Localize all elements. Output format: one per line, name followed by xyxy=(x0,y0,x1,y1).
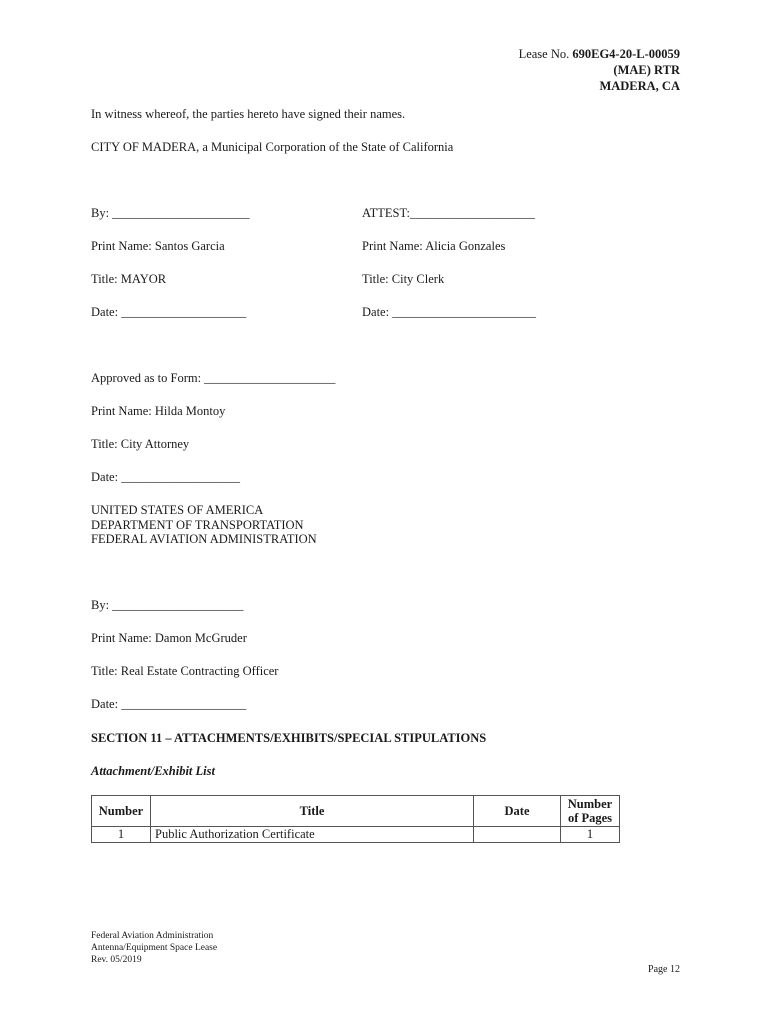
document-footer xyxy=(91,930,217,966)
column-header-pages-line2: of Pages xyxy=(567,811,613,825)
approved-as-to-form-line: Approved as to Form: _____________________ xyxy=(91,371,336,385)
table-row xyxy=(92,827,620,843)
row-pages-cell: 1 xyxy=(561,827,620,843)
attest-date-line: Date: _______________________ xyxy=(362,305,536,319)
lease-code: (MAE) RTR xyxy=(613,63,680,77)
footer-line1: Federal Aviation Administration xyxy=(91,931,214,941)
column-header-title: Title xyxy=(151,796,474,827)
lease-number: 690EG4-20-L-00059 xyxy=(572,47,680,61)
column-header-date: Date xyxy=(474,796,561,827)
attest-signature-line: ATTEST:____________________ xyxy=(362,206,535,220)
federal-by-signature-line: By: _____________________ xyxy=(91,598,244,612)
lease-header xyxy=(519,46,680,94)
approver-date-line: Date: ___________________ xyxy=(91,470,240,484)
federal-date-line: Date: ____________________ xyxy=(91,697,247,711)
witness-statement: In witness whereof, the parties hereto have signed their names. xyxy=(91,107,406,121)
page-number: Page 12 xyxy=(648,964,680,975)
column-header-pages xyxy=(561,796,620,827)
city-date-line: Date: ____________________ xyxy=(91,305,247,319)
federal-signer-title: Title: Real Estate Contracting Officer xyxy=(91,664,279,678)
city-by-signature-line: By: ______________________ xyxy=(91,206,250,220)
footer-line2: Antenna/Equipment Space Lease xyxy=(91,943,218,953)
attachment-list-heading: Attachment/Exhibit List xyxy=(91,764,215,778)
section-heading: SECTION 11 – ATTACHMENTS/EXHIBITS/SPECIAL STIPULATIONS xyxy=(91,731,487,745)
federal-party-line3: FEDERAL AVIATION ADMINISTRATION xyxy=(91,532,317,546)
federal-party-line1: UNITED STATES OF AMERICA xyxy=(91,503,264,517)
city-print-name: Print Name: Santos Garcia xyxy=(91,239,225,253)
federal-print-name: Print Name: Damon McGruder xyxy=(91,631,247,645)
table-header-row xyxy=(92,796,620,827)
city-party-name: CITY OF MADERA, a Municipal Corporation of the State of California xyxy=(91,140,454,154)
federal-party-block xyxy=(91,503,317,547)
row-date-cell xyxy=(474,827,561,843)
city-signer-title: Title: MAYOR xyxy=(91,272,167,286)
attest-print-name: Print Name: Alicia Gonzales xyxy=(362,239,506,253)
lease-number-label: Lease No. xyxy=(518,47,573,61)
column-header-pages-line1: Number xyxy=(567,797,613,811)
approver-print-name: Print Name: Hilda Montoy xyxy=(91,404,226,418)
column-header-number: Number xyxy=(92,796,151,827)
attest-title: Title: City Clerk xyxy=(362,272,445,286)
lease-location: MADERA, CA xyxy=(599,79,680,93)
row-number-cell: 1 xyxy=(92,827,151,843)
row-title-cell: Public Authorization Certificate xyxy=(151,827,474,843)
lease-number-line xyxy=(519,46,680,62)
attachment-table xyxy=(91,795,620,843)
footer-revision: Rev. 05/2019 xyxy=(91,955,142,965)
federal-party-line2: DEPARTMENT OF TRANSPORTATION xyxy=(91,517,304,532)
approver-title: Title: City Attorney xyxy=(91,437,190,451)
